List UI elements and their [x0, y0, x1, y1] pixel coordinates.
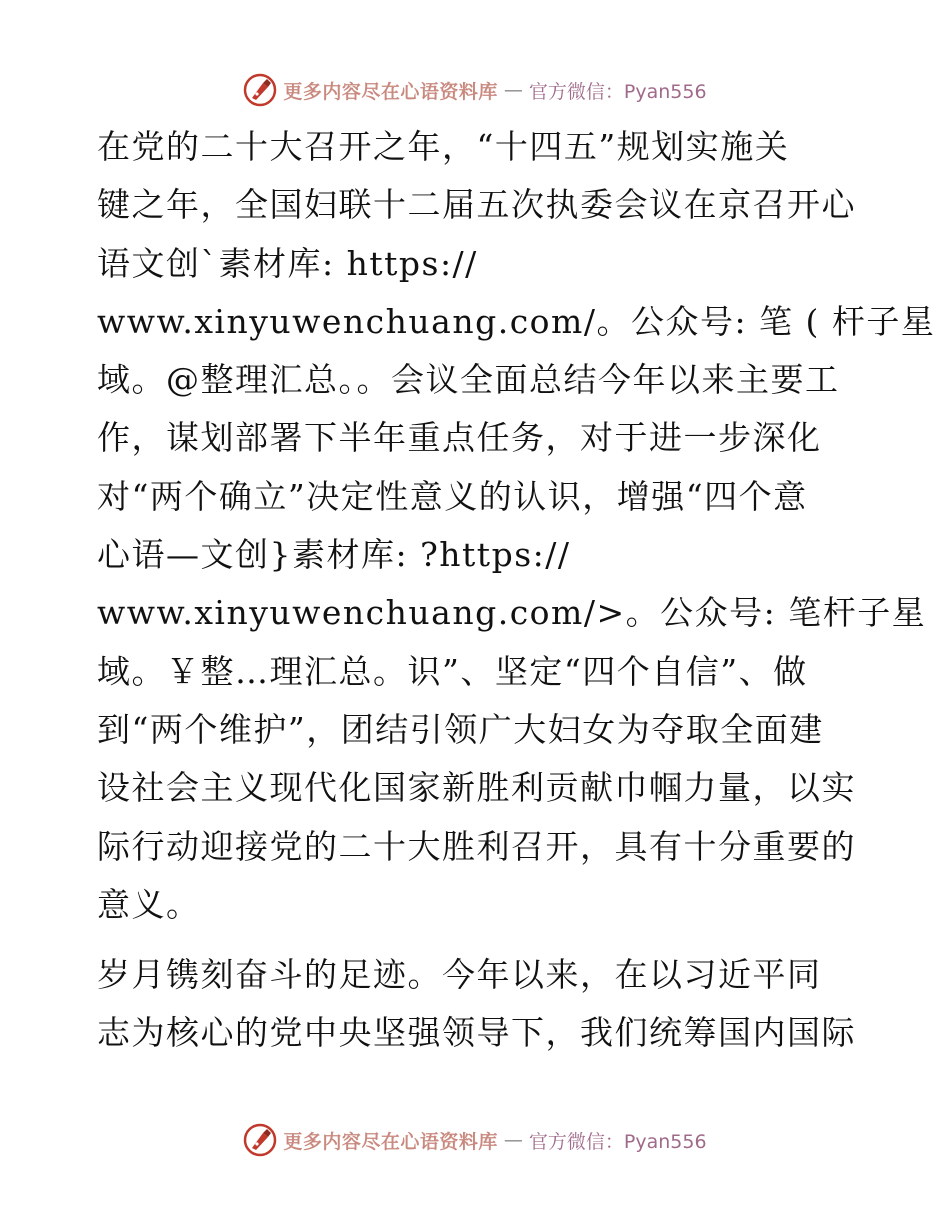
paragraph-line: 键之年，全国妇联十二届五次执委会议在京召开心 — [97, 185, 856, 225]
document-body — [97, 118, 936, 1063]
paragraph-line: 际行动迎接党的二十大胜利召开，具有十分重要的 — [97, 826, 856, 866]
footer-brand-text: 更多内容尽在心语资料库 — [283, 1130, 498, 1153]
paragraph-line: 在党的二十大召开之年，“十四五”规划实施关 — [97, 127, 790, 166]
paragraph-line: 意义。 — [97, 884, 201, 924]
paragraph-line: 志为核心的党中央坚强领导下，我们统筹国内国际 — [97, 1013, 856, 1053]
header-separator: — — [503, 79, 523, 101]
pen-nib-logo-icon — [243, 73, 277, 107]
paragraph-1 — [97, 118, 936, 934]
header-banner — [0, 70, 950, 110]
footer-banner — [0, 1120, 950, 1160]
footer-separator: — — [503, 1129, 523, 1151]
paragraph-line: 对“两个确立”决定性意义的认识，增强“四个意 — [97, 476, 808, 516]
paragraph-line: 设社会主义现代化国家新胜利贡献巾帼力量，以实 — [97, 768, 856, 808]
paragraph-line: www.xinyuwenchuang.com/>。公众号: 笔杆子星 — [97, 593, 927, 633]
paragraph-line: 语文创`素材库: https:// — [97, 243, 478, 283]
footer-wechat-text: 官方微信：Pyan556 — [528, 1130, 707, 1153]
paragraph-line: 到“两个维护”，团结引领广大妇女为夺取全面建 — [97, 709, 824, 749]
header-brand-text: 更多内容尽在心语资料库 — [283, 80, 498, 103]
paragraph-2 — [97, 946, 857, 1063]
pen-nib-logo-icon — [243, 1123, 277, 1157]
paragraph-line: 作，谋划部署下半年重点任务，对于进一步深化 — [97, 418, 822, 458]
paragraph-line: 域。@整理汇总。。会议全面总结今年以来主要工 — [97, 360, 840, 400]
paragraph-line: 心语—文创}素材库: ?https:// — [97, 535, 571, 575]
header-wechat-text: 官方微信：Pyan556 — [528, 80, 707, 103]
paragraph-line: 域。￥整…理汇总。识”、坚定“四个自信”、做 — [97, 651, 808, 691]
paragraph-line: 岁月镌刻奋斗的足迹。今年以来，在以习近平同 — [97, 955, 822, 995]
paragraph-line: www.xinyuwenchuang.com/。公众号: 笔 ( 杆子星 — [97, 301, 936, 341]
